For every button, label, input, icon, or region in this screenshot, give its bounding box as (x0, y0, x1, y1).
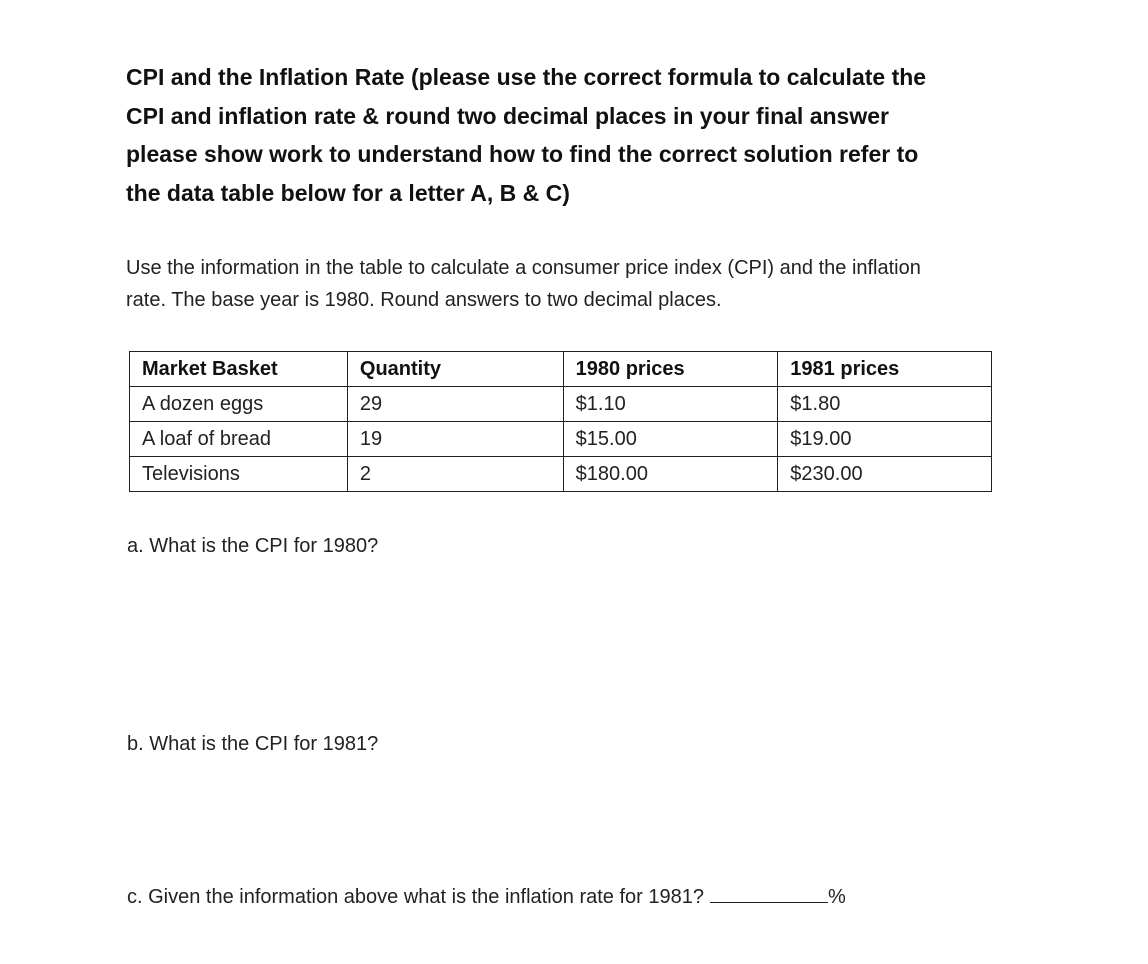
header-quantity: Quantity (347, 352, 563, 387)
cell-1980-price: $1.10 (563, 387, 778, 422)
question-a: a. What is the CPI for 1980? (127, 535, 379, 557)
market-basket-table (129, 351, 992, 492)
cell-1981-price: $19.00 (778, 422, 992, 457)
cell-quantity: 29 (347, 387, 563, 422)
cell-1981-price: $1.80 (778, 387, 992, 422)
instructions-text: Use the information in the table to calculate a consumer price index (CPI) and the inflation rate. The base year is 1980. Round answers to two decimal places. (126, 257, 921, 311)
cell-quantity: 19 (347, 422, 563, 457)
question-b: b. What is the CPI for 1981? (127, 733, 379, 755)
table-row (130, 457, 992, 492)
cell-item: Televisions (130, 457, 348, 492)
cell-item: A loaf of bread (130, 422, 348, 457)
table-header-row (130, 352, 992, 387)
cell-item: A dozen eggs (130, 387, 348, 422)
table-row (130, 387, 992, 422)
header-market-basket: Market Basket (130, 352, 348, 387)
header-1980-prices: 1980 prices (563, 352, 778, 387)
question-heading: CPI and the Inflation Rate (please use the correct formula to calculate the CPI and inflation rate & round two decimal places in your final answer please show work to understand how to find the correct solution refer to the data table below for a letter A, B & C) (126, 64, 927, 206)
question-c-text: c. Given the information above what is the inflation rate for 1981? (127, 886, 705, 908)
header-1981-prices: 1981 prices (778, 352, 992, 387)
cell-1980-price: $15.00 (563, 422, 778, 457)
cell-quantity: 2 (347, 457, 563, 492)
question-c (127, 882, 846, 909)
cell-1980-price: $180.00 (563, 457, 778, 492)
cell-1981-price: $230.00 (778, 457, 992, 492)
table-row (130, 422, 992, 457)
percent-sign: % (828, 886, 846, 908)
answer-blank[interactable] (710, 882, 828, 903)
